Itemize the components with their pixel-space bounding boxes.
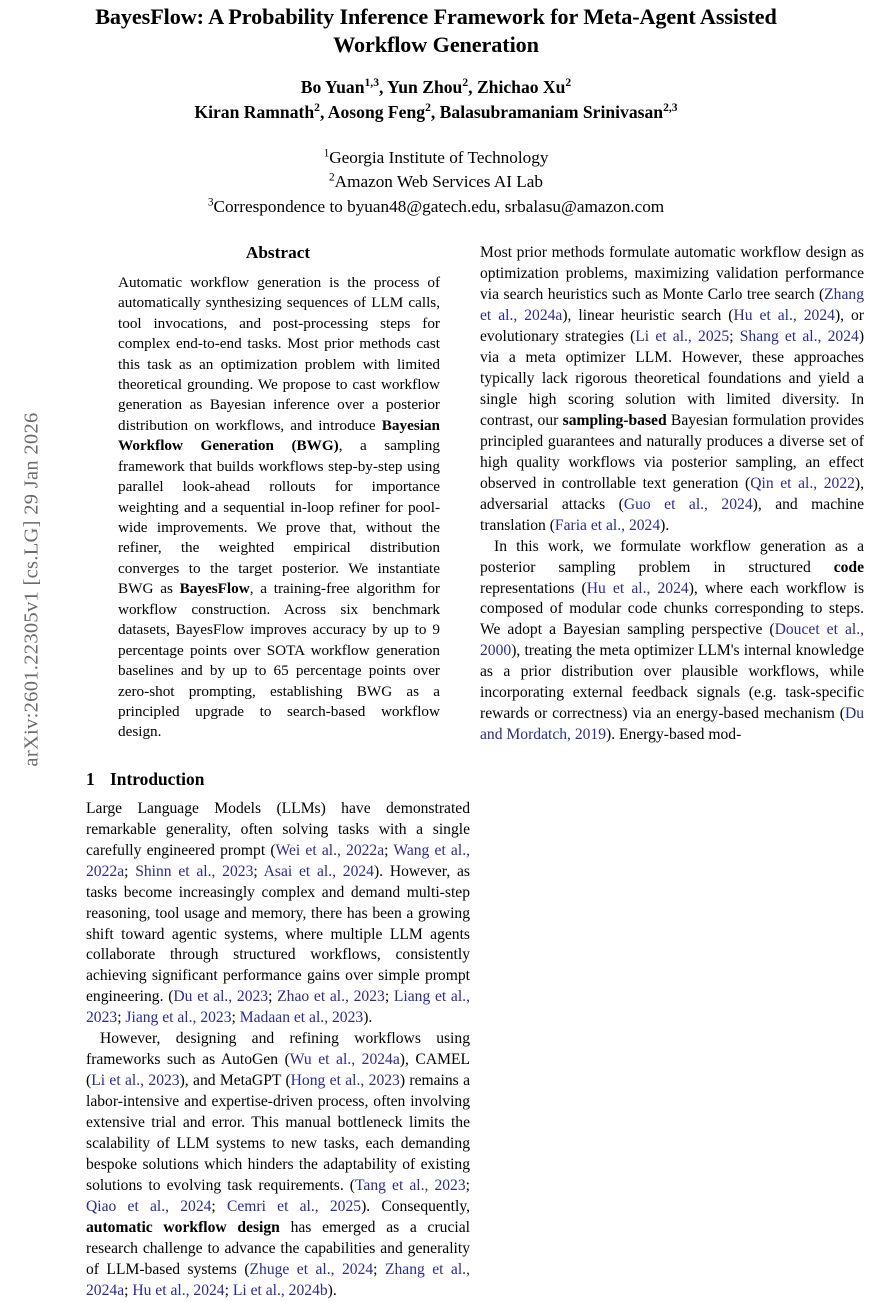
text-run: In this work, we formulate workflow generation as a posterior sampling problem in structured bbox=[480, 537, 864, 576]
text-run: ; bbox=[729, 327, 740, 345]
citation-link[interactable]: Li et al., 2024b bbox=[232, 1281, 328, 1299]
text-run: ; bbox=[124, 1281, 133, 1299]
affiliation-item bbox=[82, 170, 790, 195]
affiliation-text: Amazon Web Services AI Lab bbox=[334, 172, 543, 192]
citation-link[interactable]: Zhang et al., 2024a bbox=[480, 285, 864, 324]
author-balasubramaniam-srinivasan: , Balasubramaniam Srinivasan bbox=[430, 101, 664, 122]
citation-link[interactable]: Madaan et al., 2023 bbox=[239, 1009, 364, 1027]
text-run: ), and machine translation ( bbox=[480, 495, 864, 534]
citation-link[interactable]: Hu et al., 2024 bbox=[733, 306, 835, 324]
text-run: Bayesian formulation provides principled guarantees and naturally produces a diverse set of high quality workflows via posterior sampling, an effect observed in controllable text generation ( bbox=[480, 411, 864, 492]
citation-link[interactable]: Shinn et al., 2023 bbox=[135, 862, 254, 880]
citation-link[interactable]: Zhang et al., 2024a bbox=[86, 1261, 470, 1299]
text-run: ), or evolutionary strategies ( bbox=[480, 306, 864, 345]
citation-link[interactable]: Wu et al., 2024a bbox=[289, 1051, 400, 1069]
section-heading-introduction bbox=[86, 769, 470, 790]
text-run: ). Consequently, bbox=[361, 1198, 471, 1216]
author-kiran-ramnath: Kiran Ramnath bbox=[194, 101, 315, 122]
citation-link[interactable]: Doucet et al., 2000 bbox=[480, 621, 865, 660]
citation-link[interactable]: Asai et al., 2024 bbox=[263, 862, 374, 880]
text-run: Most prior methods formulate automatic workflow design as optimization problems, maximizing validation performance via search heuristics such as Monte Carlo tree search ( bbox=[480, 244, 864, 303]
left-column bbox=[86, 243, 470, 1302]
author-affil-marker: 2 bbox=[425, 101, 431, 115]
citation-link[interactable]: Du et al., 2023 bbox=[173, 988, 269, 1006]
page-title: BayesFlow: A Probability Inference Framework for Meta-Agent Assisted Workflow Generation bbox=[95, 4, 777, 57]
abstract-bold-bwg: Bayesian Workflow Generation (BWG) bbox=[118, 416, 440, 455]
text-run: Large Language Models (LLMs) have demonstrated remarkable generality, often solving tasks with a single carefully engineered prompt ( bbox=[86, 799, 470, 859]
section-title: Introduction bbox=[110, 768, 205, 789]
citation-link[interactable]: Shang et al., 2024 bbox=[739, 327, 859, 345]
text-run: ; bbox=[384, 988, 394, 1006]
citation-link[interactable]: Jiang et al., 2023 bbox=[125, 1009, 232, 1027]
author-affil-marker: 2 bbox=[462, 76, 469, 90]
citation-link[interactable]: Qiao et al., 2024 bbox=[86, 1198, 212, 1216]
text-run: ; bbox=[117, 1009, 126, 1027]
citation-link[interactable]: Du and Mordatch, 2019 bbox=[480, 705, 864, 744]
abstract-text-part: Automatic workflow generation is the process of automatically synthesizing sequences of LLM calls, tool invocations, and post-processing steps for complex end-to-end tasks. Most prior methods cast this task as an optimization problem with limited theoretical grounding. We propose to cast workflow generation as Bayesian inference over a posterior distribution on workflows, and introduce bbox=[118, 273, 440, 434]
text-run: ), and MetaGPT ( bbox=[179, 1072, 291, 1090]
citation-link[interactable]: Hu et al., 2024 bbox=[586, 579, 689, 597]
author-line-1 bbox=[82, 75, 790, 100]
text-run: ). bbox=[327, 1281, 337, 1299]
text-run: has emerged as a crucial research challenge to advance the capabilities and generality of LLM-based systems ( bbox=[86, 1219, 470, 1278]
right-column bbox=[480, 243, 864, 746]
affiliation-marker: 1 bbox=[323, 147, 330, 160]
affiliation-text: Georgia Institute of Technology bbox=[329, 147, 549, 167]
text-run: ; bbox=[211, 1198, 227, 1216]
text-run: ; bbox=[465, 1177, 470, 1195]
citation-link[interactable]: Qin et al., 2022 bbox=[750, 474, 855, 492]
text-run: However, designing and refining workflows using frameworks such as AutoGen ( bbox=[86, 1030, 470, 1069]
text-run: ; bbox=[268, 988, 278, 1006]
abstract-text-part: , a sampling framework that builds workflows step-by-step using parallel look-ahead rollouts for importance weighting and a sequential in-loop refiner for pool-wide improvements. We prove that, without the refiner, the weighted empirical distribution converges to the target posterior. We instantiate BWG as bbox=[118, 437, 440, 598]
text-run: ; bbox=[124, 862, 136, 880]
bold-term: code bbox=[833, 558, 864, 576]
text-run: ). Energy-based mod- bbox=[606, 726, 742, 744]
abstract-body bbox=[86, 273, 470, 743]
text-run: ; bbox=[231, 1009, 240, 1027]
text-run: ; bbox=[373, 1261, 385, 1278]
text-run: ; bbox=[253, 862, 264, 880]
text-run: ), adversarial attacks ( bbox=[480, 474, 865, 513]
text-run: ; bbox=[224, 1281, 233, 1299]
text-run: ) remains a labor-intensive and expertise-driven process, often involving extensive trial and error. This manual bottleneck limits the scalability of LLM systems to new tasks, each demanding bespoke solutions which hinders the adaptability of existing solutions to evolving task requirements. ( bbox=[86, 1072, 471, 1195]
citation-link[interactable]: Zhuge et al., 2024 bbox=[249, 1261, 374, 1278]
bold-term: automatic workflow design bbox=[86, 1219, 280, 1237]
paragraph bbox=[86, 799, 470, 1030]
author-yun-zhou: , Yun Zhou bbox=[379, 76, 463, 97]
affiliation-item bbox=[82, 146, 790, 171]
author-line-2 bbox=[82, 100, 790, 125]
citation-link[interactable]: Hu et al., 2024 bbox=[132, 1281, 225, 1299]
title-block bbox=[82, 0, 790, 220]
text-run: ) via a meta optimizer LLM. However, these approaches typically lack rigorous theoretical foundations and yield a single high scoring solution with limited diversity. In contrast, our bbox=[480, 327, 865, 429]
author-bo-yuan: Bo Yuan bbox=[300, 76, 365, 97]
text-run: ). bbox=[363, 1009, 373, 1027]
abstract-text-part: , a training-free algorithm for workflow construction. Across six benchmark datasets, BayesFlow improves accuracy by up to 9 percentage points over SOTA workflow generation baselines and by up to 65 percentage points over zero-shot prompting, establishing BWG as a principled upgrade to search-based workflow design. bbox=[118, 580, 440, 741]
affiliation-marker: 3 bbox=[207, 196, 214, 209]
author-affil-marker: 2,3 bbox=[663, 101, 678, 115]
paragraph bbox=[86, 1029, 470, 1302]
abstract-bold-bayesflow: BayesFlow bbox=[179, 580, 250, 598]
paragraph bbox=[480, 243, 864, 537]
citation-link[interactable]: Zhao et al., 2023 bbox=[277, 988, 385, 1006]
text-run: representations ( bbox=[480, 579, 587, 597]
text-run: ). However, as tasks become increasingly complex and demand multi-step reasoning, tool usage and memory, there has been a growing shift toward agentic systems, where multiple LLM agents collaborate through structured workflows, consistently achieving significant performance gains over simple prompt engineering. ( bbox=[86, 862, 470, 1006]
citation-link[interactable]: Wei et al., 2022a bbox=[275, 841, 385, 859]
citation-link[interactable]: Li et al., 2025 bbox=[635, 327, 730, 345]
citation-link[interactable]: Li et al., 2023 bbox=[91, 1072, 180, 1090]
text-run: ; bbox=[384, 841, 394, 859]
citation-link[interactable]: Liang et al., 2023 bbox=[86, 988, 470, 1027]
text-run: ), CAMEL ( bbox=[86, 1051, 470, 1090]
text-run: ), linear heuristic search ( bbox=[562, 306, 734, 324]
text-run: ), where each workflow is composed of modular code chunks corresponding to steps. We adopt a Bayesian sampling perspective ( bbox=[480, 579, 865, 639]
author-affil-marker: 2 bbox=[314, 101, 320, 115]
abstract-heading: Abstract bbox=[245, 243, 311, 262]
citation-link[interactable]: Wang et al., 2022a bbox=[86, 841, 470, 880]
affiliation-list bbox=[82, 146, 790, 220]
affiliation-marker: 2 bbox=[329, 171, 335, 184]
arxiv-stamp-text: arXiv:2601.22305v1 [cs.LG] 29 Jan 2026 bbox=[20, 412, 43, 767]
citation-link[interactable]: Guo et al., 2024 bbox=[623, 495, 753, 513]
citation-link[interactable]: Tang et al., 2023 bbox=[355, 1177, 466, 1195]
author-zhichao-xu: , Zhichao Xu bbox=[468, 76, 566, 97]
affiliation-item bbox=[82, 195, 790, 220]
text-run: ). bbox=[660, 516, 670, 534]
author-affil-marker: 1,3 bbox=[364, 76, 380, 90]
section-number: 1 bbox=[86, 768, 95, 789]
author-aosong-feng: , Aosong Feng bbox=[319, 101, 426, 122]
author-list bbox=[82, 75, 790, 125]
author-affil-marker: 2 bbox=[565, 76, 572, 90]
citation-link[interactable]: Cemri et al., 2025 bbox=[226, 1198, 362, 1216]
citation-link[interactable]: Faria et al., 2024 bbox=[554, 516, 661, 534]
bold-term: sampling-based bbox=[562, 411, 667, 429]
citation-link[interactable]: Hong et al., 2023 bbox=[290, 1072, 400, 1090]
paragraph bbox=[480, 537, 864, 747]
text-run: ), treating the meta optimizer LLM's internal knowledge as a prior distribution over plausible workflows, while incorporating external feedback signals (e.g. task-specific rewards or correctness) via an energy-based mechanism ( bbox=[480, 642, 864, 723]
body-columns bbox=[0, 243, 872, 1299]
affiliation-text: Correspondence to byuan48@gatech.edu, srbalasu@amazon.com bbox=[213, 197, 665, 217]
